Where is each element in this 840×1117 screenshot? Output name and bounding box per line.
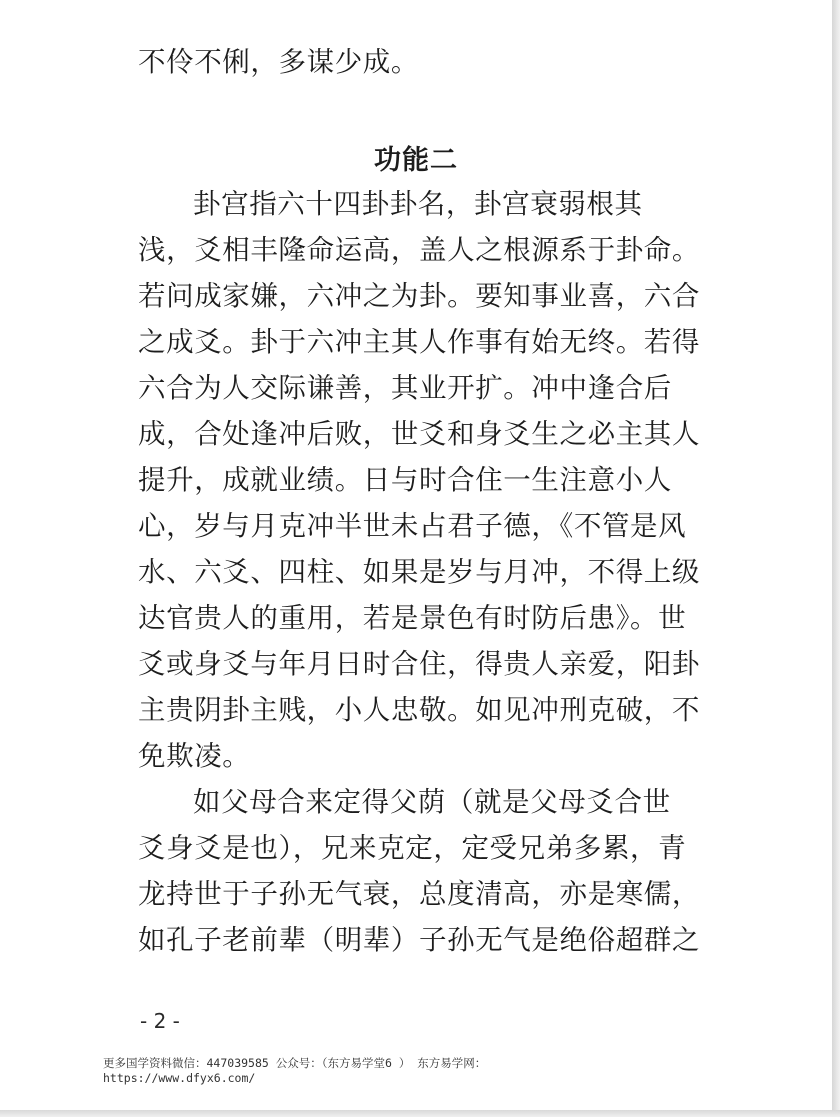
text-line: 提升，成就业绩。日与时合住一生注意小人 <box>138 464 672 496</box>
text-line: 六合为人交际谦善，其业开扩。冲中逢合后 <box>138 372 672 404</box>
text-line: 如父母合来定得父荫（就是父母爻合世 <box>193 786 671 818</box>
text-line: 爻或身爻与年月日时合住，得贵人亲爱，阳卦 <box>138 648 700 680</box>
first-line: 不伶不俐，多谋少成。 <box>138 46 419 78</box>
text-line: 主贵阴卦主贱，小人忠敬。如见冲刑克破，不 <box>138 694 700 726</box>
text-line: 成，合处逢冲后败，世爻和身爻生之必主其人 <box>138 418 700 450</box>
page-number: - 2 - <box>140 1009 180 1033</box>
text-line: 免欺凌。 <box>138 740 251 772</box>
page-bottom-shadow <box>0 1110 840 1117</box>
text-line: 如孔子老前辈（明辈）子孙无气是绝俗超群之 <box>138 924 700 956</box>
text-line: 浅，爻相丰隆命运高，盖人之根源系于卦命。 <box>138 234 700 266</box>
footer-watermark <box>103 1056 486 1086</box>
text-line: 若问成家嫌，六冲之为卦。要知事业喜，六合 <box>138 280 700 312</box>
text-line: 爻身爻是也），兄来克定，定受兄弟多累，青 <box>138 832 687 864</box>
text-line: 之成爻。卦于六冲主其人作事有始无终。若得 <box>138 326 700 358</box>
text-line: 水、六爻、四柱、如果是岁与月冲，不得上级 <box>138 556 700 588</box>
text-line: 龙持世于子孙无气衰，总度清高，亦是寒儒， <box>138 878 700 910</box>
page-edge-shadow <box>832 0 840 1117</box>
text-line: 心，岁与月克冲半世未占君子德，《不管是风 <box>138 510 687 542</box>
section-title: 功能二 <box>374 145 458 176</box>
footer-line-contact: 更多国学资料微信：447039585 公众号：（东方易学堂6 ） 东方易学网： <box>103 1056 487 1070</box>
footer-line-url: https://www.dfyx6.com/ <box>103 1071 256 1085</box>
text-line: 达官贵人的重用，若是景色有时防后患》。世 <box>138 602 687 634</box>
text-line: 卦宫指六十四卦卦名，卦宫衰弱根其 <box>193 188 643 220</box>
